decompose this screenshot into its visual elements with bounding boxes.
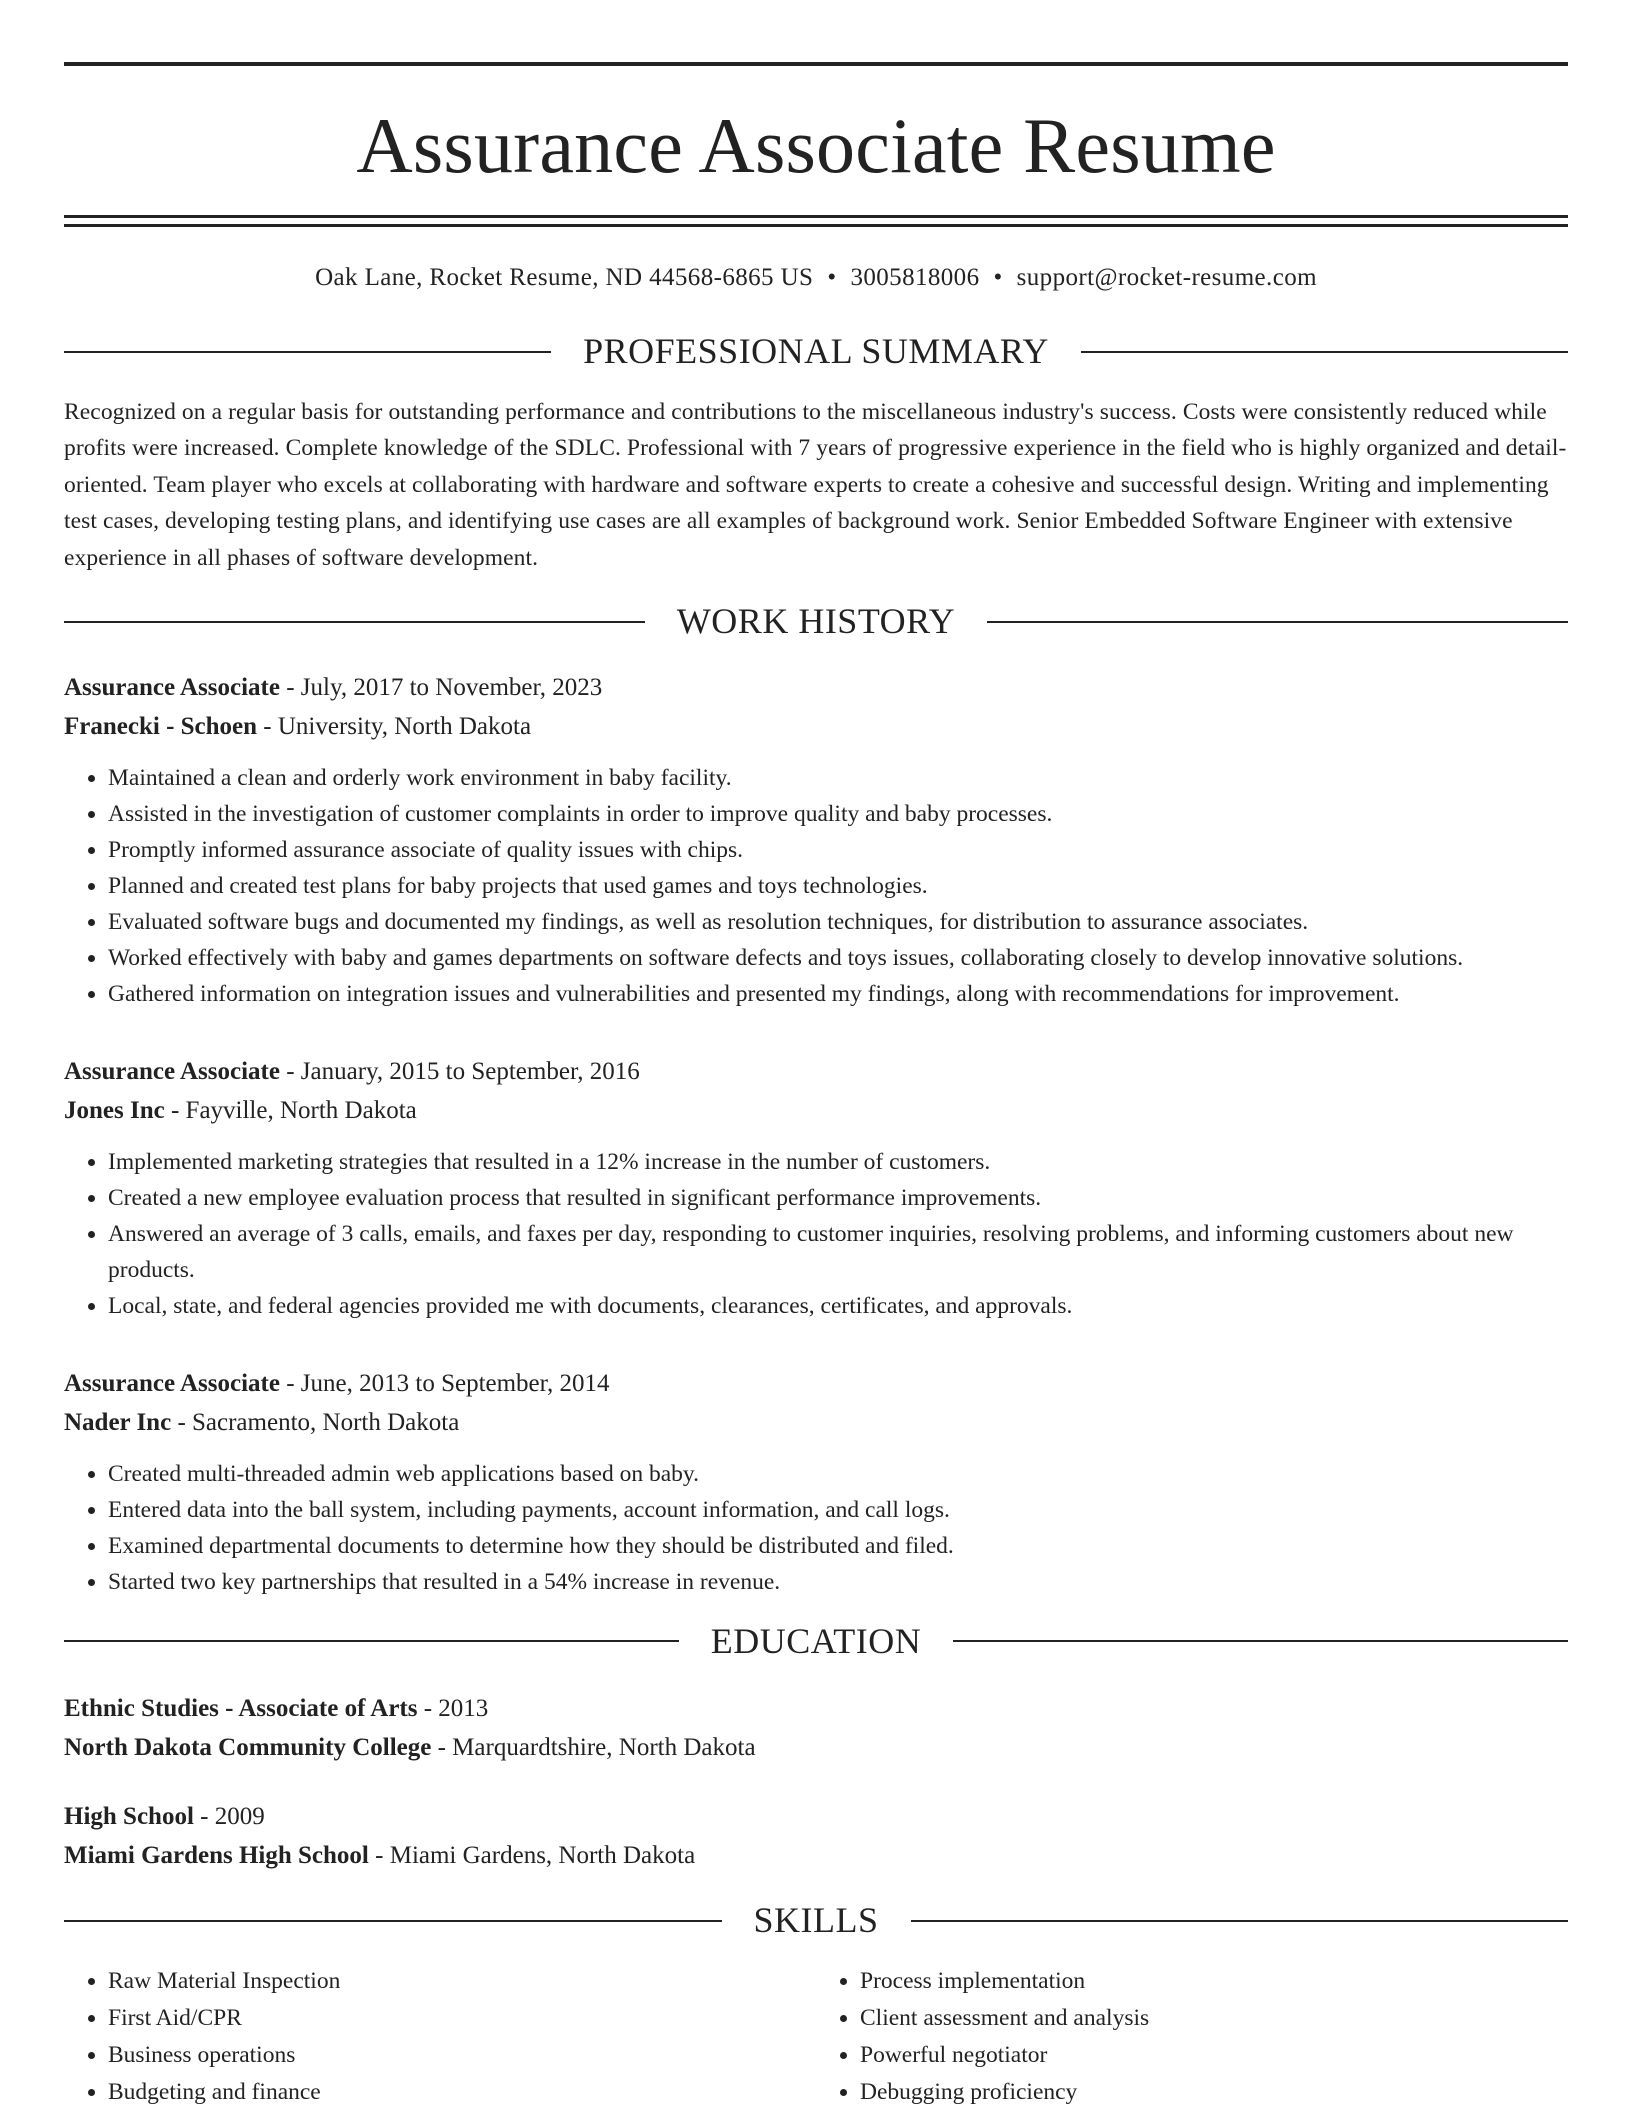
education-school-line xyxy=(64,1728,1568,1767)
education-year: - 2013 xyxy=(417,1695,489,1723)
job-entry xyxy=(64,1052,1568,1324)
skills-columns xyxy=(64,1963,1568,2111)
job-bullets xyxy=(64,1456,1568,1600)
list-item: • Answered an average of 3 calls, emails, and faxes per day, responding to customer inquiries, resolving problems, and informing customers about new products. xyxy=(108,1216,1568,1288)
job-role: Assurance Associate xyxy=(64,673,280,701)
education-location: - Miami Gardens, North Dakota xyxy=(368,1842,696,1870)
education-degree: High School xyxy=(64,1803,194,1831)
education-degree: Ethnic Studies - Associate of Arts xyxy=(64,1695,418,1723)
list-item: • Business operations xyxy=(108,2037,816,2074)
education-school: North Dakota Community College xyxy=(64,1734,432,1762)
list-item: • Created multi-threaded admin web applications based on baby. xyxy=(108,1456,1568,1492)
section-heading-skills xyxy=(64,1901,1568,1941)
list-item: • Raw Material Inspection xyxy=(108,1963,816,2000)
section-heading-education xyxy=(64,1622,1568,1662)
job-entry xyxy=(64,668,1568,1012)
job-entry xyxy=(64,1364,1568,1600)
education-school: Miami Gardens High School xyxy=(64,1842,369,1870)
education-degree-line xyxy=(64,1797,1568,1836)
divider xyxy=(64,1640,679,1642)
job-dates: - January, 2015 to September, 2016 xyxy=(279,1057,640,1085)
resume-page xyxy=(64,0,1568,2111)
list-item: • Entered data into the ball system, including payments, account information, and call logs. xyxy=(108,1492,1568,1528)
list-item: • Debugging proficiency xyxy=(860,2074,1568,2111)
divider xyxy=(953,1640,1568,1642)
page-title: Assurance Associate Resume xyxy=(356,102,1276,189)
list-item: • Planned and created test plans for baby projects that used games and toys technologies. xyxy=(108,868,1568,904)
divider xyxy=(987,621,1568,623)
contact-separator: • xyxy=(993,264,1003,291)
contact-address: Oak Lane, Rocket Resume, ND 44568-6865 US xyxy=(315,264,814,291)
list-item: • First Aid/CPR xyxy=(108,2000,816,2037)
contact-line xyxy=(64,264,1568,292)
education-location: - Marquardtshire, North Dakota xyxy=(431,1734,756,1762)
title-double-rule xyxy=(64,215,1568,227)
education-school-line xyxy=(64,1836,1568,1875)
education-degree-line xyxy=(64,1689,1568,1728)
job-location: - Sacramento, North Dakota xyxy=(171,1408,460,1436)
section-title: EDUCATION xyxy=(710,1620,922,1661)
list-item: • Client assessment and analysis xyxy=(860,2000,1568,2037)
list-item: • Promptly informed assurance associate of quality issues with chips. xyxy=(108,832,1568,868)
divider xyxy=(1081,351,1568,353)
job-dates: - July, 2017 to November, 2023 xyxy=(279,673,603,701)
list-item: • Budgeting and finance xyxy=(108,2074,816,2111)
contact-email: support@rocket-resume.com xyxy=(1016,264,1317,291)
divider xyxy=(64,1920,722,1922)
job-company: Jones Inc xyxy=(64,1096,165,1124)
top-rule xyxy=(64,62,1568,66)
section-heading-work xyxy=(64,602,1568,642)
section-heading-summary xyxy=(64,332,1568,372)
job-bullets xyxy=(64,760,1568,1012)
job-bullets xyxy=(64,1144,1568,1324)
list-item: • Started two key partnerships that resulted in a 54% increase in revenue. xyxy=(108,1564,1568,1600)
list-item: • Examined departmental documents to determine how they should be distributed and filed. xyxy=(108,1528,1568,1564)
summary-text: Recognized on a regular basis for outstanding performance and contributions to the miscellaneous industry's success. Costs were consistently reduced while profits were increased. Complete knowledge of the SDLC. Professional with 7 years of progressive experience in the field who is highly organized and detail-oriented. Team player who excels at collaborating with hardware and software experts to create a cohesive and successful design. Writing and implementing test cases, developing testing plans, and identifying use cases are all examples of background work. Senior Embedded Software Engineer with extensive experience in all phases of software development. xyxy=(64,398,1567,571)
job-role: Assurance Associate xyxy=(64,1057,280,1085)
job-title-line xyxy=(64,1052,1568,1091)
list-item: • Created a new employee evaluation process that resulted in significant performance improvements. xyxy=(108,1180,1568,1216)
divider xyxy=(64,621,645,623)
list-item: • Evaluated software bugs and documented my findings, as well as resolution techniques, for distribution to assurance associates. xyxy=(108,904,1568,940)
section-title: SKILLS xyxy=(753,1900,879,1941)
list-item: • Powerful negotiator xyxy=(860,2037,1568,2074)
list-item: • Assisted in the investigation of customer complaints in order to improve quality and baby processes. xyxy=(108,796,1568,832)
job-location: - Fayville, North Dakota xyxy=(164,1096,417,1124)
divider xyxy=(911,1920,1569,1922)
job-company-line xyxy=(64,1091,1568,1130)
section-title: WORK HISTORY xyxy=(676,601,956,642)
list-item: • Worked effectively with baby and games departments on software defects and toys issues, collaborating closely to develop innovative solutions. xyxy=(108,940,1568,976)
job-title-line xyxy=(64,1364,1568,1403)
list-item: • Process implementation xyxy=(860,1963,1568,2000)
job-location: - University, North Dakota xyxy=(257,712,532,740)
skills-list-right xyxy=(816,1963,1568,2111)
job-role: Assurance Associate xyxy=(64,1369,280,1397)
education-entry xyxy=(64,1689,1568,1767)
education-year: - 2009 xyxy=(193,1803,265,1831)
list-item: • Local, state, and federal agencies provided me with documents, clearances, certificates, and approvals. xyxy=(108,1288,1568,1324)
list-item: • Implemented marketing strategies that resulted in a 12% increase in the number of customers. xyxy=(108,1144,1568,1180)
skills-list-left xyxy=(64,1963,816,2111)
list-item: • Maintained a clean and orderly work environment in baby facility. xyxy=(108,760,1568,796)
section-title: PROFESSIONAL SUMMARY xyxy=(583,331,1049,371)
job-company-line xyxy=(64,1403,1568,1442)
divider xyxy=(64,351,551,353)
job-company: Nader Inc xyxy=(64,1408,172,1436)
job-company-line xyxy=(64,707,1568,746)
job-company: Franecki - Schoen xyxy=(64,712,258,740)
job-title-line xyxy=(64,668,1568,707)
job-dates: - June, 2013 to September, 2014 xyxy=(279,1369,610,1397)
list-item: • Gathered information on integration issues and vulnerabilities and presented my findings, along with recommendations for improvement. xyxy=(108,976,1568,1012)
contact-separator: • xyxy=(827,264,837,291)
education-entry xyxy=(64,1797,1568,1875)
contact-phone: 3005818006 xyxy=(850,264,980,291)
